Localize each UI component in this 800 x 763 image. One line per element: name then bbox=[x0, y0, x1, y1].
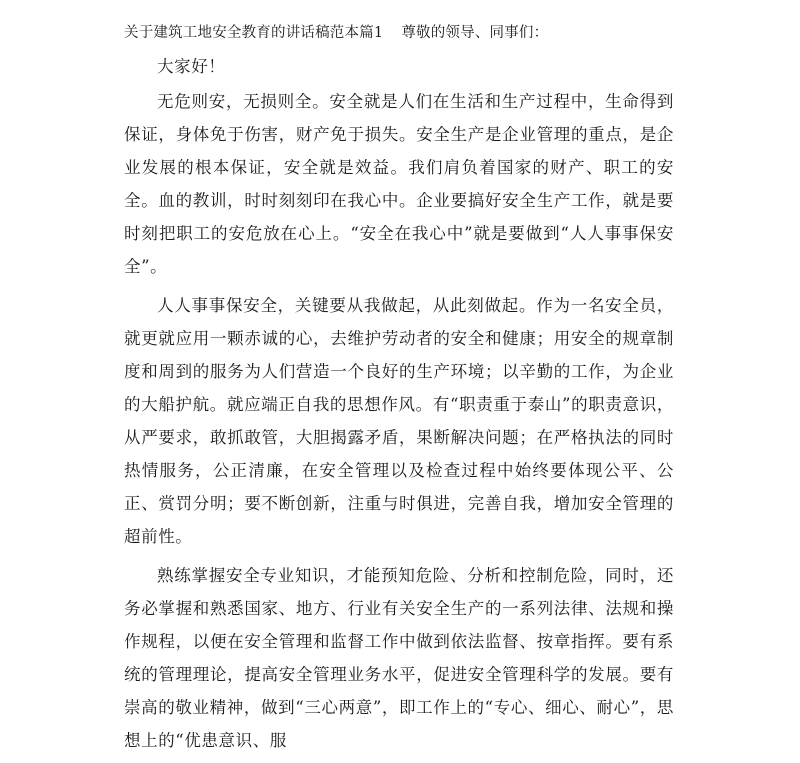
title-line bbox=[124, 16, 674, 50]
document-title: 关于建筑工地安全教育的讲话稿范本篇1 bbox=[124, 25, 384, 41]
paragraph-1: 无危则安，无损则全。安全就是人们在生活和生产过程中，生命得到保证，身体免于伤害，财产免于损失。安全生产是企业管理的重点，是企业发展的根本保证，安全就是效益。我们肩负着国家的财产、职工的安全。血的教训，时时刻刻印在我心中。企业要搞好安全生产工作，就是要时刻把职工的安危放在心上。“安全在我心中”就是要做到“人人事事保安全”。 bbox=[124, 92, 674, 276]
greeting: 大家好！ bbox=[157, 57, 226, 76]
paragraph-2: 人人事事保安全，关键要从我做起，从此刻做起。作为一名安全员，就更就应用一颗赤诚的心，去维护劳动者的安全和健康；用安全的规章制度和周到的服务为人们营造一个良好的生产环境；以辛勤的工作，为企业的大船护航。就应端正自我的思想作风。有“职责重于泰山”的职责意识，从严要求，敢抓敢管，大胆揭露矛盾，果断解决问题；在严格执法的同时热情服务，公正清廉，在安全管理以及检查过程中始终要体现公平、公正、赏罚分明；要不断创新，注重与时俱进，完善自我，增加安全管理的超前性。 bbox=[124, 296, 674, 546]
document-body bbox=[124, 16, 674, 763]
paragraph-3: 熟练掌握安全专业知识，才能预知危险、分析和控制危险，同时，还务必掌握和熟悉国家、地方、行业有关安全生产的一系列法律、法规和操作规程，以便在安全管理和监督工作中做到依法监督、按章指挥。要有系统的管理理论，提高安全管理业务水平，促进安全管理科学的发展。要有崇高的敬业精神，做到“三心两意”，即工作上的“专心、细心、耐心”，思想上的“优患意识、服 bbox=[124, 566, 674, 750]
salutation: 尊敬的领导、同事们： bbox=[401, 25, 549, 41]
